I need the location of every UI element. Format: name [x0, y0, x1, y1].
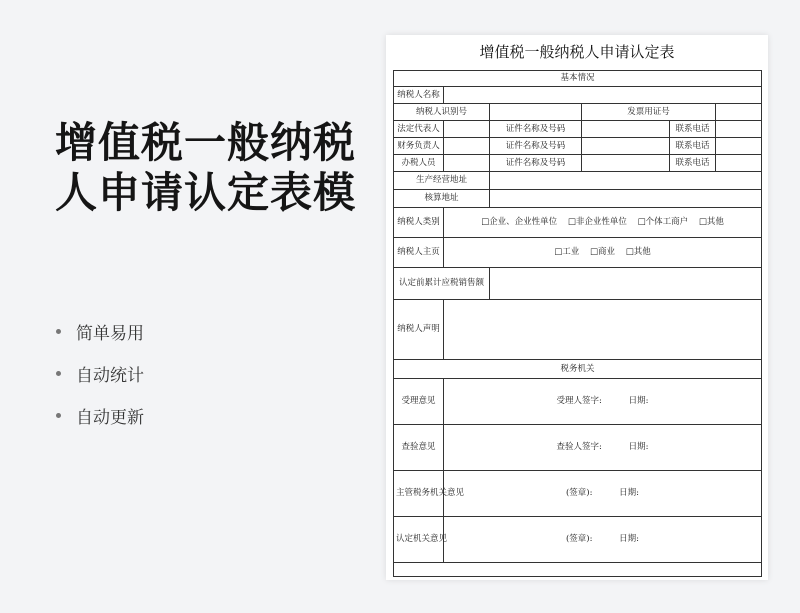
- approve-opinion-label: 认定机关意见: [394, 517, 444, 563]
- accounting-address-value: [490, 190, 762, 208]
- application-form-table: [393, 70, 762, 577]
- category-option[interactable]: □企业、企业性单位: [481, 217, 558, 227]
- approve-signature: [444, 517, 762, 563]
- id-doc-label: 证件名称及号码: [490, 138, 582, 155]
- legal-rep-value: [444, 121, 490, 138]
- bullet-icon: [56, 329, 61, 334]
- taxpayer-business-label: 纳税人主页: [394, 238, 444, 268]
- phone-label: 联系电话: [670, 155, 716, 172]
- table-row: [394, 300, 762, 360]
- table-row: [394, 121, 762, 138]
- table-row: [394, 238, 762, 268]
- feature-label: 简单易用: [76, 323, 144, 344]
- phone-value: [716, 155, 762, 172]
- document-preview: [386, 35, 768, 580]
- table-row: [394, 517, 762, 563]
- date-label: 日期:: [628, 442, 649, 452]
- table-row: [394, 425, 762, 471]
- invoice-cert-label: 发票用证号: [582, 104, 716, 121]
- category-options: [444, 208, 762, 238]
- bullet-icon: [56, 371, 61, 376]
- feature-item: [56, 352, 144, 394]
- phone-label: 联系电话: [670, 121, 716, 138]
- table-row: [394, 87, 762, 104]
- business-option[interactable]: □商业: [589, 247, 616, 257]
- table-row: [394, 208, 762, 238]
- category-option[interactable]: □非企业性单位: [567, 217, 627, 227]
- category-option[interactable]: □个体工商户: [637, 217, 689, 227]
- headline-line-1: 增值税一般纳税: [55, 118, 357, 167]
- date-label: 日期:: [619, 534, 640, 544]
- sales-before-value: [490, 268, 762, 300]
- authority-opinion-label: 主管税务机关意见: [394, 471, 444, 517]
- date-label: 日期:: [628, 396, 649, 406]
- business-option[interactable]: □工业: [554, 247, 580, 257]
- sales-before-label: 认定前累计应税销售额: [394, 268, 490, 300]
- table-row: [394, 190, 762, 208]
- seal-label: (签章):: [565, 534, 593, 544]
- finance-head-label: 财务负责人: [394, 138, 444, 155]
- table-row: [394, 471, 762, 517]
- finance-head-value: [444, 138, 490, 155]
- id-doc-value: [582, 138, 670, 155]
- taxpayer-id-label: 纳税人识别号: [394, 104, 490, 121]
- invoice-cert-value: [716, 104, 762, 121]
- phone-label: 联系电话: [670, 138, 716, 155]
- legal-rep-label: 法定代表人: [394, 121, 444, 138]
- taxpayer-name-value: [444, 87, 762, 104]
- document-title: 增值税一般纳税人申请认定表: [479, 43, 675, 61]
- accounting-address-label: 核算地址: [394, 190, 490, 208]
- accept-opinion-label: 受理意见: [394, 379, 444, 425]
- category-option[interactable]: □其他: [698, 217, 724, 227]
- table-row: [394, 268, 762, 300]
- phone-value: [716, 138, 762, 155]
- table-row: [394, 71, 762, 87]
- section-basic: 基本情况: [394, 71, 762, 87]
- business-options: [444, 238, 762, 268]
- declaration-value: [444, 300, 762, 360]
- accept-signature: [444, 379, 762, 425]
- table-row: [394, 379, 762, 425]
- tax-clerk-value: [444, 155, 490, 172]
- accept-sign-label: 受理人签字:: [556, 396, 602, 406]
- seal-label: (签章):: [565, 488, 593, 498]
- id-doc-label: 证件名称及号码: [490, 155, 582, 172]
- headline: [55, 118, 356, 218]
- table-bottom-row: [394, 563, 762, 577]
- table-row: [394, 104, 762, 121]
- table-row: [394, 360, 762, 379]
- bullet-icon: [56, 413, 61, 418]
- date-label: 日期:: [619, 488, 640, 498]
- table-row: [394, 563, 762, 577]
- table-row: [394, 138, 762, 155]
- feature-list: [56, 310, 144, 436]
- authority-signature: [444, 471, 762, 517]
- feature-item: [56, 310, 144, 352]
- table-row: [394, 172, 762, 190]
- inspect-sign-label: 查验人签字:: [556, 442, 602, 452]
- inspect-opinion-label: 查验意见: [394, 425, 444, 471]
- declaration-label: 纳税人声明: [394, 300, 444, 360]
- table-row: [394, 155, 762, 172]
- feature-label: 自动更新: [76, 407, 144, 428]
- id-doc-value: [582, 155, 670, 172]
- tax-clerk-label: 办税人员: [394, 155, 444, 172]
- business-address-label: 生产经营地址: [394, 172, 490, 190]
- business-address-value: [490, 172, 762, 190]
- inspect-signature: [444, 425, 762, 471]
- phone-value: [716, 121, 762, 138]
- headline-line-2: 人申请认定表模: [55, 168, 357, 217]
- id-doc-label: 证件名称及号码: [490, 121, 582, 138]
- taxpayer-category-label: 纳税人类别: [394, 208, 444, 238]
- section-tax: 税务机关: [394, 360, 762, 379]
- taxpayer-name-label: 纳税人名称: [394, 87, 444, 104]
- id-doc-value: [582, 121, 670, 138]
- feature-item: [56, 394, 144, 436]
- business-option[interactable]: □其他: [625, 247, 651, 257]
- feature-label: 自动统计: [76, 365, 144, 386]
- taxpayer-id-value: [490, 104, 582, 121]
